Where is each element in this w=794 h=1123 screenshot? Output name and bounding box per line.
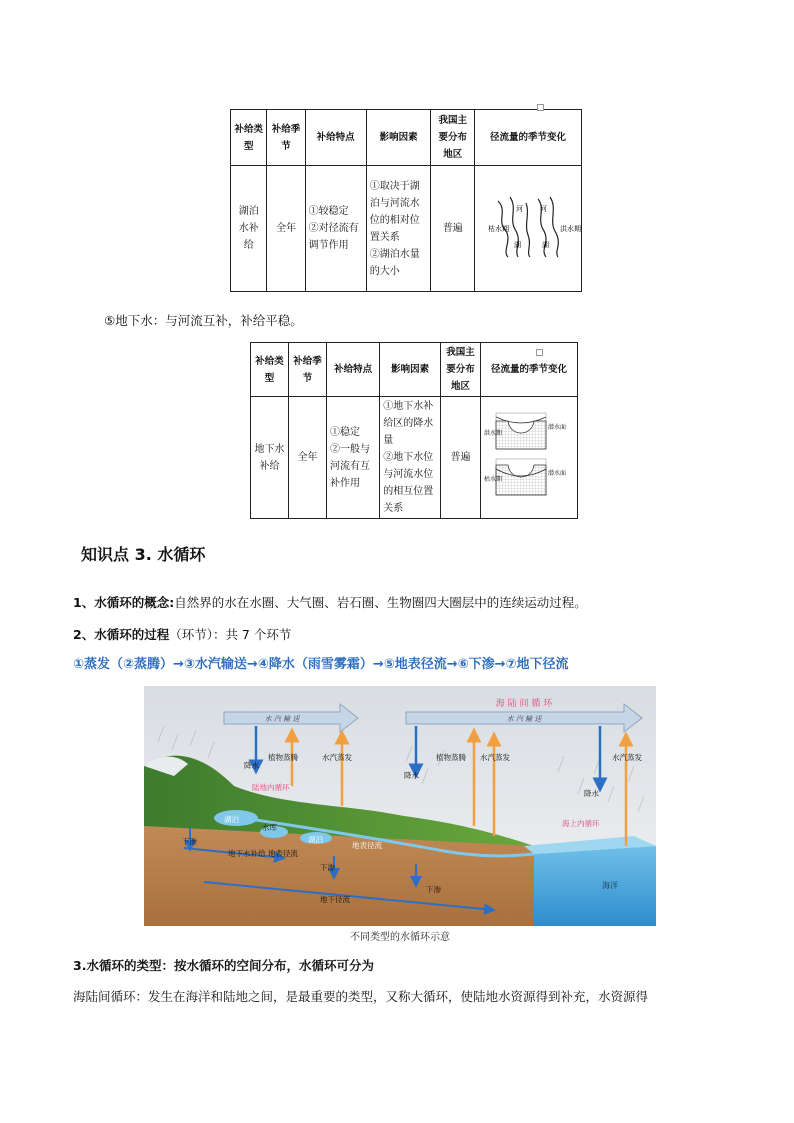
process-label: 2、水循环的过程 xyxy=(73,627,170,642)
header-seasonal-change: 径流量的季节变化 xyxy=(475,110,582,166)
cell-region: 普遍 xyxy=(441,397,481,519)
header-factors: 影响因素 xyxy=(366,110,431,166)
diagram-caption: 不同类型的水循环示意 xyxy=(350,932,450,943)
label: 下渗 xyxy=(426,885,441,894)
label: 植物蒸腾 xyxy=(268,753,298,762)
header-region: 我国主要分布地区 xyxy=(431,110,475,166)
label: 降水 xyxy=(404,771,419,780)
label: 植物蒸腾 xyxy=(436,753,466,762)
cell-factors xyxy=(380,397,441,519)
concept-line xyxy=(73,594,587,612)
cell-season: 全年 xyxy=(267,166,305,292)
cell-features xyxy=(305,166,366,292)
label-lake: 湖 xyxy=(514,240,521,249)
ocean-block xyxy=(534,846,656,926)
section-title: 知识点 3. 水循环 xyxy=(81,545,206,564)
label: 湖泊 xyxy=(308,835,323,844)
vapor-right-label: 水 汽 输 送 xyxy=(506,715,542,723)
factor-item: ①地下水补给区的降水量 xyxy=(383,401,434,446)
label: 地下径流 xyxy=(320,895,350,904)
cell-groundwater-diagram xyxy=(481,397,578,519)
label-flood: 洪水期 xyxy=(484,429,503,437)
cell-region: 普遍 xyxy=(431,166,475,292)
label: 水汽蒸发 xyxy=(480,753,510,762)
header-season: 补给季节 xyxy=(267,110,305,166)
cell-features xyxy=(326,397,379,519)
label: 下渗 xyxy=(320,863,335,872)
sea-land-label: 海 陆 间 循 环 xyxy=(495,699,553,709)
feature-item: ②对径流有调节作用 xyxy=(308,223,359,251)
process-line xyxy=(73,626,291,644)
label: 地表径流 xyxy=(352,841,382,850)
lake-river-sketch xyxy=(478,191,581,261)
lake-recharge-table xyxy=(230,109,582,292)
types-heading: 3.水循环的类型：按水循环的空间分布，水循环可分为 xyxy=(73,958,374,973)
process-text: （环节）：共 7 个环节 xyxy=(169,627,292,642)
feature-item: ①较稳定 xyxy=(308,206,349,217)
label: 陆地内循环 xyxy=(252,783,290,792)
feature-item: ②一般与河流有互补作用 xyxy=(329,443,370,489)
label: 海上内循环 xyxy=(562,819,600,828)
sealand-text: 海陆间循环：发生在海洋和陆地之间，是最重要的类型，又称大循环，使陆地水资源得到补充，水资源得 xyxy=(73,989,649,1004)
groundwater-recharge-table xyxy=(250,342,578,519)
groundwater-note: ⑤地下水：与河流互补，补给平稳。 xyxy=(104,313,303,328)
cell-season: 全年 xyxy=(288,397,326,519)
cell-factors xyxy=(366,166,431,292)
resize-handle[interactable] xyxy=(537,104,544,111)
header-season: 补给季节 xyxy=(288,343,326,397)
groundwater-sketch xyxy=(484,407,574,503)
resize-handle[interactable] xyxy=(536,349,543,356)
label: 降水 xyxy=(584,789,599,798)
label-water-table: 潜水面 xyxy=(548,469,567,477)
header-features: 补给特点 xyxy=(305,110,366,166)
label-dry: 枯水期 xyxy=(488,224,509,233)
cell-type: 地下水补给 xyxy=(251,397,289,519)
vapor-left-label: 水 汽 输 送 xyxy=(264,715,300,723)
factor-item: ②湖泊水量的大小 xyxy=(369,248,420,277)
label-river: 河 xyxy=(516,204,523,213)
header-seasonal-change: 径流量的季节变化 xyxy=(481,343,578,397)
label: 下渗 xyxy=(182,837,197,846)
ocean-label: 海洋 xyxy=(602,881,618,890)
label: 湖泊 xyxy=(224,815,239,824)
process-steps: ①蒸发（②蒸腾）→③水汽输送→④降水（雨雪雾霜）→⑤地表径流→⑥下渗→⑦地下径流 xyxy=(73,657,569,672)
cell-lake-diagram xyxy=(475,166,582,292)
header-type: 补给类型 xyxy=(231,110,267,166)
factor-item: ①取决于湖泊与河流水位的相对位置关系 xyxy=(369,180,420,243)
concept-text: 自然界的水在水圈、大气圈、岩石圈、生物圈四大圈层中的连续运动过程。 xyxy=(174,595,587,610)
factor-item: ②地下水位与河流水位的相互位置关系 xyxy=(383,452,434,514)
label: 水库 xyxy=(262,823,277,832)
cell-type: 湖泊水补给 xyxy=(231,166,267,292)
feature-item: ①稳定 xyxy=(329,426,360,438)
header-type: 补给类型 xyxy=(251,343,289,397)
label-river: 河 xyxy=(540,204,547,213)
label-lake: 湖 xyxy=(542,240,549,249)
label: 降水 xyxy=(244,761,259,770)
label-dry: 枯水期 xyxy=(484,475,503,483)
label: 水汽蒸发 xyxy=(322,753,352,762)
label: 地下水补给 地表径流 xyxy=(228,849,298,858)
header-region: 我国主要分布地区 xyxy=(441,343,481,397)
label-flood: 洪水期 xyxy=(560,224,581,233)
header-factors: 影响因素 xyxy=(380,343,441,397)
label: 水汽蒸发 xyxy=(612,753,642,762)
water-cycle-diagram xyxy=(144,686,656,946)
header-features: 补给特点 xyxy=(326,343,379,397)
concept-label: 1、水循环的概念: xyxy=(73,595,175,610)
label-water-table: 潜水面 xyxy=(548,423,567,431)
